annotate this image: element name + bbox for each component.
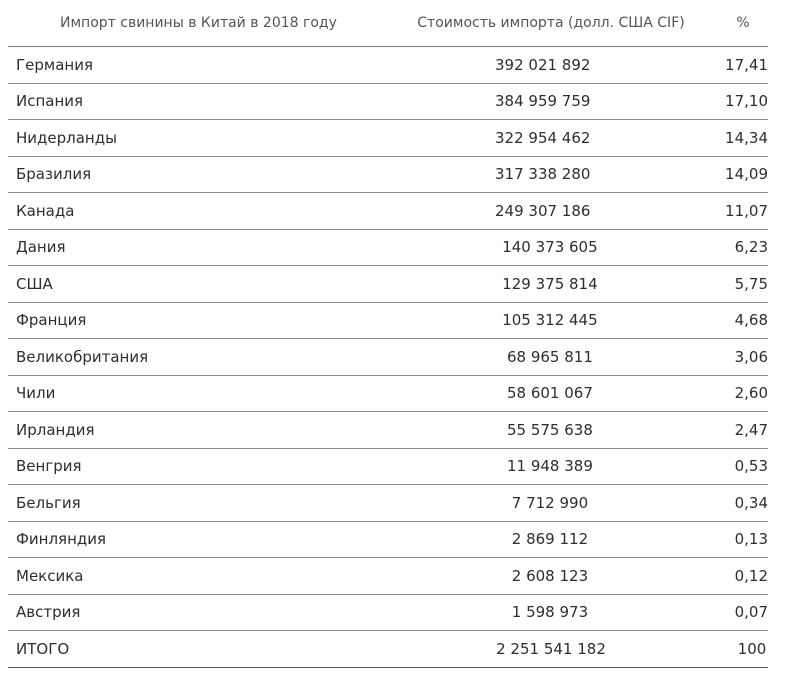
row-value: 140 373 605 bbox=[502, 238, 598, 257]
total-row bbox=[8, 631, 768, 668]
row-value: 105 312 445 bbox=[502, 311, 598, 330]
row-percent: 17,10 bbox=[725, 92, 768, 111]
row-country: Германия bbox=[16, 55, 93, 74]
row-percent: 0,34 bbox=[734, 493, 768, 512]
row-country: Ирландия bbox=[16, 420, 95, 439]
row-country: Великобритания bbox=[16, 347, 149, 366]
row-percent: 0,53 bbox=[734, 457, 768, 476]
row-country: Канада bbox=[16, 201, 75, 220]
row-value: 2 869 112 bbox=[511, 530, 589, 549]
row-country: Венгрия bbox=[16, 457, 82, 476]
table-row bbox=[8, 376, 768, 413]
row-country: Франция bbox=[16, 311, 87, 330]
row-country: Нидерланды bbox=[16, 128, 117, 147]
row-value: 249 307 186 bbox=[495, 201, 591, 220]
row-value: 58 601 067 bbox=[506, 384, 593, 403]
table-header bbox=[8, 0, 768, 47]
table-row bbox=[8, 558, 768, 595]
row-value: 1 598 973 bbox=[511, 603, 589, 622]
table-row bbox=[8, 412, 768, 449]
row-country: Австрия bbox=[16, 603, 81, 622]
table-row bbox=[8, 120, 768, 157]
row-country: Бельгия bbox=[16, 493, 81, 512]
table-row bbox=[8, 47, 768, 84]
row-percent: 2,60 bbox=[734, 384, 768, 403]
row-value: 2 608 123 bbox=[511, 566, 589, 585]
row-value: 317 338 280 bbox=[495, 165, 591, 184]
table-row bbox=[8, 157, 768, 194]
table-row bbox=[8, 84, 768, 121]
row-country: Испания bbox=[16, 92, 84, 111]
row-value: 11 948 389 bbox=[506, 457, 593, 476]
header-value: Стоимость импорта (долл. США CIF) bbox=[417, 15, 685, 31]
header-country: Импорт свинины в Китай в 2018 году bbox=[60, 15, 337, 31]
row-country: Финляндия bbox=[16, 530, 107, 549]
row-value: 322 954 462 bbox=[495, 128, 591, 147]
row-percent: 6,23 bbox=[734, 238, 768, 257]
row-value: 68 965 811 bbox=[506, 347, 593, 366]
row-value: 7 712 990 bbox=[511, 493, 589, 512]
row-percent: 4,68 bbox=[734, 311, 768, 330]
row-country: Дания bbox=[16, 238, 66, 257]
row-value: 384 959 759 bbox=[495, 92, 591, 111]
table-row bbox=[8, 339, 768, 376]
total-label: ИТОГО bbox=[16, 639, 70, 658]
row-percent: 14,09 bbox=[725, 165, 768, 184]
total-value: 2 251 541 182 bbox=[496, 639, 606, 658]
header-percent: % bbox=[736, 15, 750, 31]
row-value: 55 575 638 bbox=[506, 420, 593, 439]
table-row bbox=[8, 303, 768, 340]
row-percent: 0,07 bbox=[734, 603, 768, 622]
table-row bbox=[8, 193, 768, 230]
row-percent: 5,75 bbox=[734, 274, 768, 293]
row-percent: 14,34 bbox=[725, 128, 768, 147]
table-row bbox=[8, 230, 768, 267]
total-percent: 100 bbox=[737, 639, 767, 658]
row-percent: 3,06 bbox=[734, 347, 768, 366]
row-percent: 0,12 bbox=[734, 566, 768, 585]
row-value: 392 021 892 bbox=[495, 55, 591, 74]
table-row bbox=[8, 522, 768, 559]
row-country: Мексика bbox=[16, 566, 84, 585]
row-percent: 17,41 bbox=[725, 55, 768, 74]
row-percent: 11,07 bbox=[725, 201, 768, 220]
table-row bbox=[8, 266, 768, 303]
table-row bbox=[8, 449, 768, 486]
row-country: Чили bbox=[16, 384, 56, 403]
row-percent: 0,13 bbox=[734, 530, 768, 549]
table-row bbox=[8, 595, 768, 632]
row-country: США bbox=[16, 274, 53, 293]
row-percent: 2,47 bbox=[734, 420, 768, 439]
table-row bbox=[8, 485, 768, 522]
row-country: Бразилия bbox=[16, 165, 92, 184]
row-value: 129 375 814 bbox=[502, 274, 598, 293]
